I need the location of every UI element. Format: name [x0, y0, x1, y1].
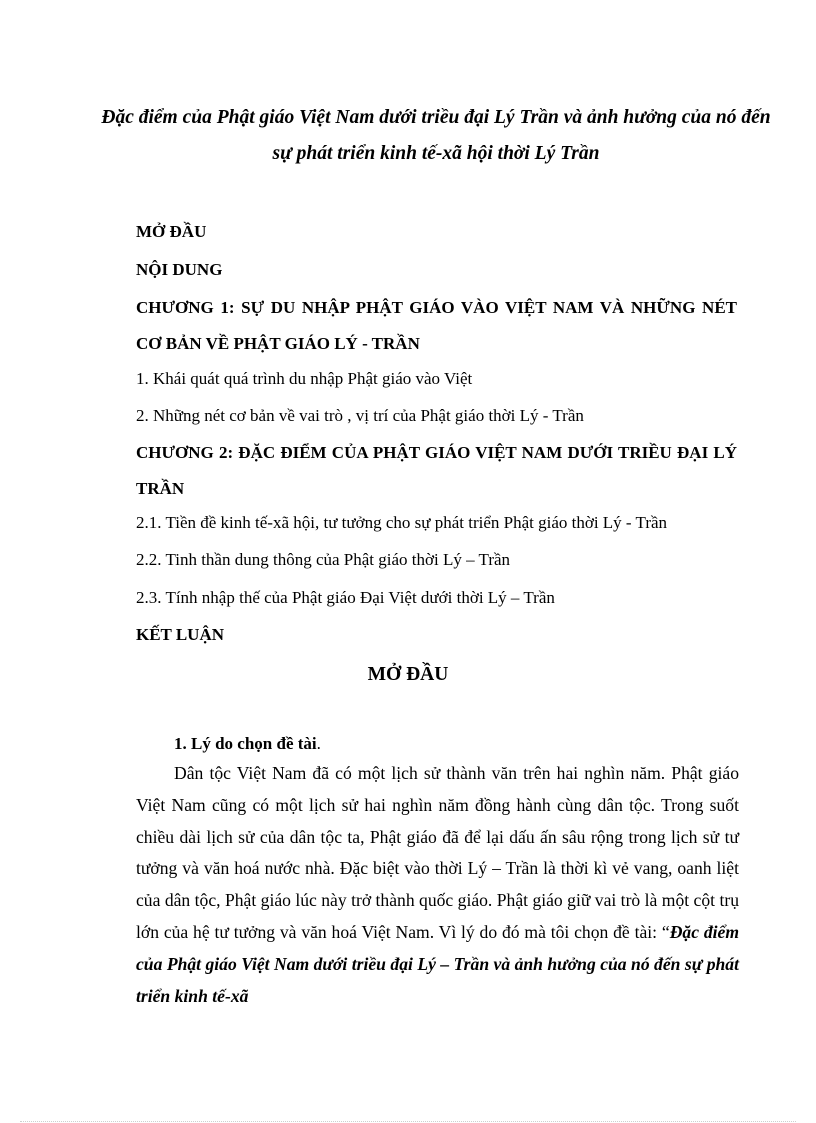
toc-item-2-2: 2.2. Tinh thần dung thông của Phật giáo thời Lý – Trần: [136, 550, 511, 569]
toc-chapter-2: CHƯƠNG 2: ĐẶC ĐIỂM CỦA PHẬT GIÁO VIỆT NAM DƯỚI TRIỀU ĐẠI LÝ TRẦN: [136, 443, 737, 498]
sub-heading-text: 1. Lý do chọn đề tài: [174, 734, 317, 753]
page-divider: [20, 1121, 796, 1122]
toc-chapter-1: CHƯƠNG 1: SỰ DU NHẬP PHẬT GIÁO VÀO VIỆT NAM VÀ NHỮNG NÉT CƠ BẢN VỀ PHẬT GIÁO LÝ - TRẦN: [136, 298, 737, 353]
paragraph-text: Dân tộc Việt Nam đã có một lịch sử thành văn trên hai nghìn năm. Phật giáo Việt Nam cũng có một lịch sử hai nghìn năm đồng hành cùng dân tộc. Trong suốt chiều dài lịch sử của dân tộc ta, Phật giáo đã để lại dấu ấn sâu rộng trong lịch sử tư tưởng và văn hoá nước nhà. Đặc biệt vào thời Lý – Trần là thời kì vẻ vang, oanh liệt của dân tộc, Phật giáo lúc này trở thành quốc giáo. Phật giáo giữ vai trò là một cột trụ lớn của hệ tư tưởng và văn hoá Việt Nam. Vì lý do đó mà tôi chọn đề tài: “: [136, 763, 739, 942]
paragraph-quote: Đặc điểm của Phật giáo Việt Nam dưới triều đại Lý – Trần và ảnh hưởng của nó đến sự phát triển kinh tế-xã: [136, 921, 740, 1006]
document-title: Đặc điểm của Phật giáo Việt Nam dưới triều đại Lý Trần và ảnh hưởng của nó đến sự phát triển kinh tế-xã hội thời Lý Trần: [101, 107, 771, 164]
sub-heading: [174, 728, 321, 760]
toc-item-2-3: 2.3. Tính nhập thế của Phật giáo Đại Việt dưới thời Lý – Trần: [136, 588, 555, 607]
body-paragraph: [136, 758, 739, 1012]
sub-heading-period: .: [316, 734, 321, 753]
toc-item-2: 2. Những nét cơ bản về vai trò , vị trí của Phật giáo thời Lý - Trần: [136, 406, 584, 425]
section-title: MỞ ĐẦU: [367, 664, 449, 685]
toc-content: NỘI DUNG: [136, 260, 223, 279]
toc-item-1: 1. Khái quát quá trình du nhập Phật giáo vào Việt: [136, 369, 473, 388]
toc-item-2-1: 2.1. Tiền đề kinh tế-xã hội, tư tưởng cho sự phát triển Phật giáo thời Lý - Trần: [136, 513, 668, 532]
toc-conclusion: KẾT LUẬN: [136, 625, 225, 644]
toc-intro: MỞ ĐẦU: [136, 222, 207, 241]
